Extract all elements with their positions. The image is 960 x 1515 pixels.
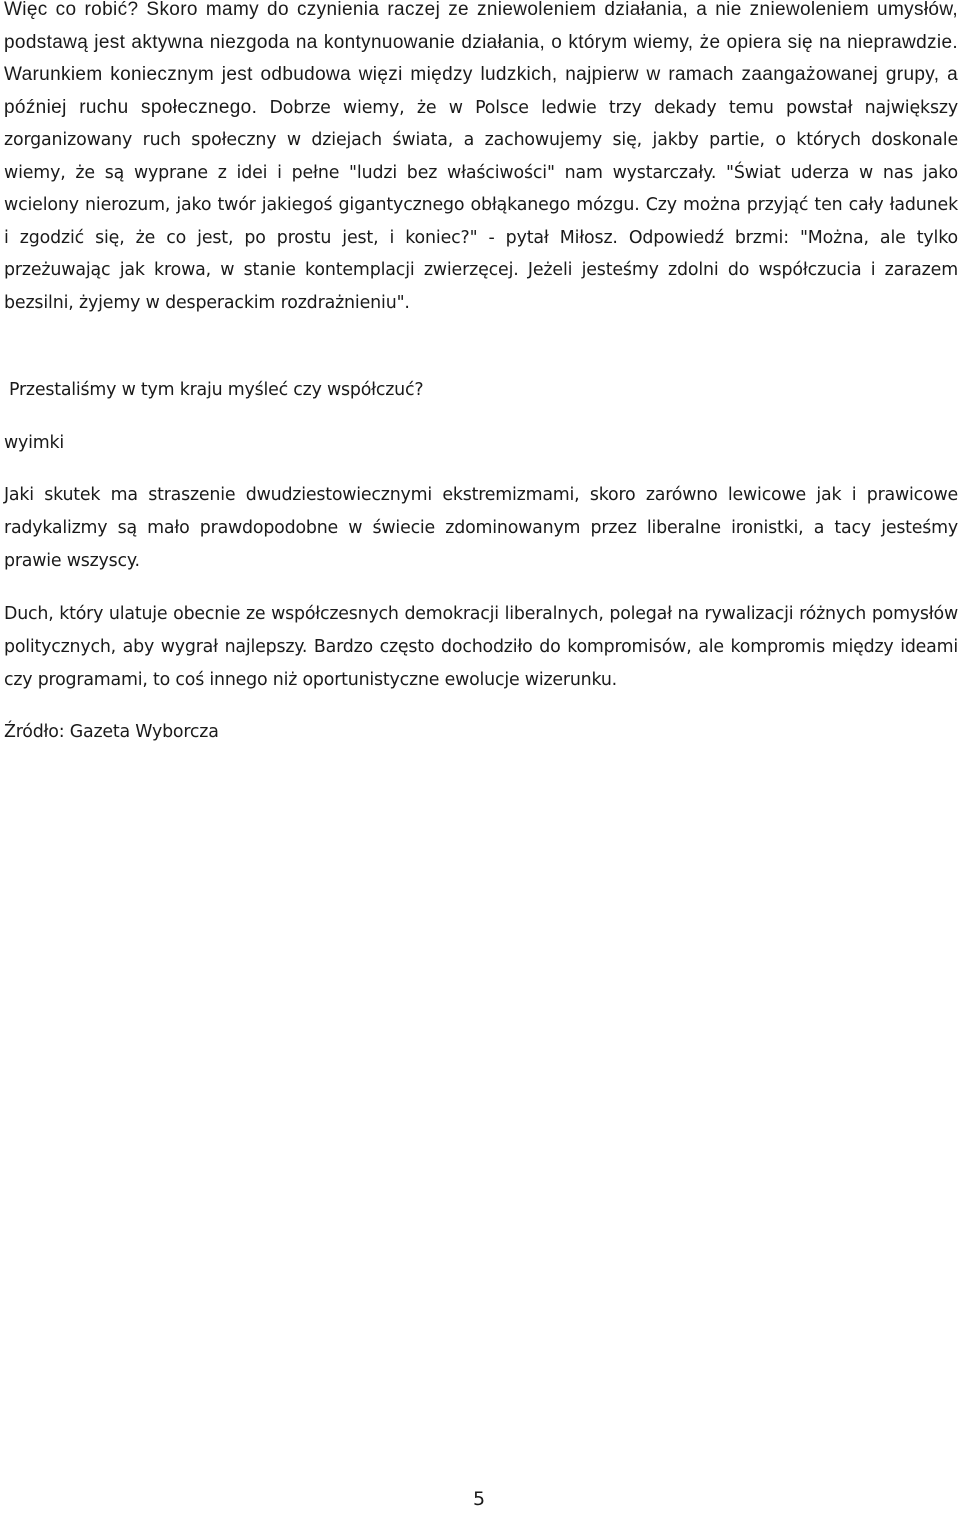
paragraph-intro-part-a: Więc co robić? Skoro mamy do czynienia raczej ze zniewoleniem działania, a nie zniewoleniem umysłów, podstawą jest aktywna niezgoda na kontynuowanie działania, o którym wiemy, że opiera się na nieprawdzie. Warunkiem koniecznym jest odbudowa więzi między ludzkich, najpierw w ramach zaangażowanej grupy, a później ruchu społecznego. xyxy=(4,0,958,118)
page-number: 5 xyxy=(473,1488,486,1510)
paragraph-intro xyxy=(4,0,958,319)
paragraph-extremisms: Jaki skutek ma straszenie dwudziestowiecznymi ekstremizmami, skoro zarówno lewicowe jak i prawicowe radykalizmy są mało prawdopodobne w świecie zdominowanym przez liberalne ironistki, a tacy jesteśmy prawie wszyscy. xyxy=(4,485,958,571)
paragraph-liberal-democracy: Duch, który ulatuje obecnie ze współczesnych demokracji liberalnych, polegał na rywalizacji różnych pomysłów politycznych, aby wygrał najlepszy. Bardzo często dochodziło do kompromisów, ale kompromis między ideami czy programami, to coś innego niż oportunistyczne ewolucje wizerunku. xyxy=(4,604,958,690)
source-citation: Źródło: Gazeta Wyborcza xyxy=(4,722,219,742)
question-line: Przestaliśmy w tym kraju myśleć czy współczuć? xyxy=(9,380,424,400)
section-label: wyimki xyxy=(4,433,64,453)
paragraph-intro-part-b: Dobrze wiemy, że w Polsce ledwie trzy dekady temu powstał największy zorganizowany ruch społeczny w dziejach świata, a zachowujemy się, jakby partie, o których doskonale wiemy, że są wyprane z idei i pełne "ludzi bez właściwości" nam wystarczały. "Świat uderza w nas jako wcielony nierozum, jako twór jakiegoś gigantycznego obłąkanego mózgu. Czy można przyjąć ten cały ładunek i zgodzić się, że co jest, po prostu jest, i koniec?" - pytał Miłosz. Odpowiedź brzmi: "Można, ale tylko przeżuwając jak krowa, w stanie kontemplacji zwierzęcej. Jeżeli jesteśmy zdolni do współczucia i zarazem bezsilni, żyjemy w desperackim rozdrażnieniu". xyxy=(4,97,958,313)
